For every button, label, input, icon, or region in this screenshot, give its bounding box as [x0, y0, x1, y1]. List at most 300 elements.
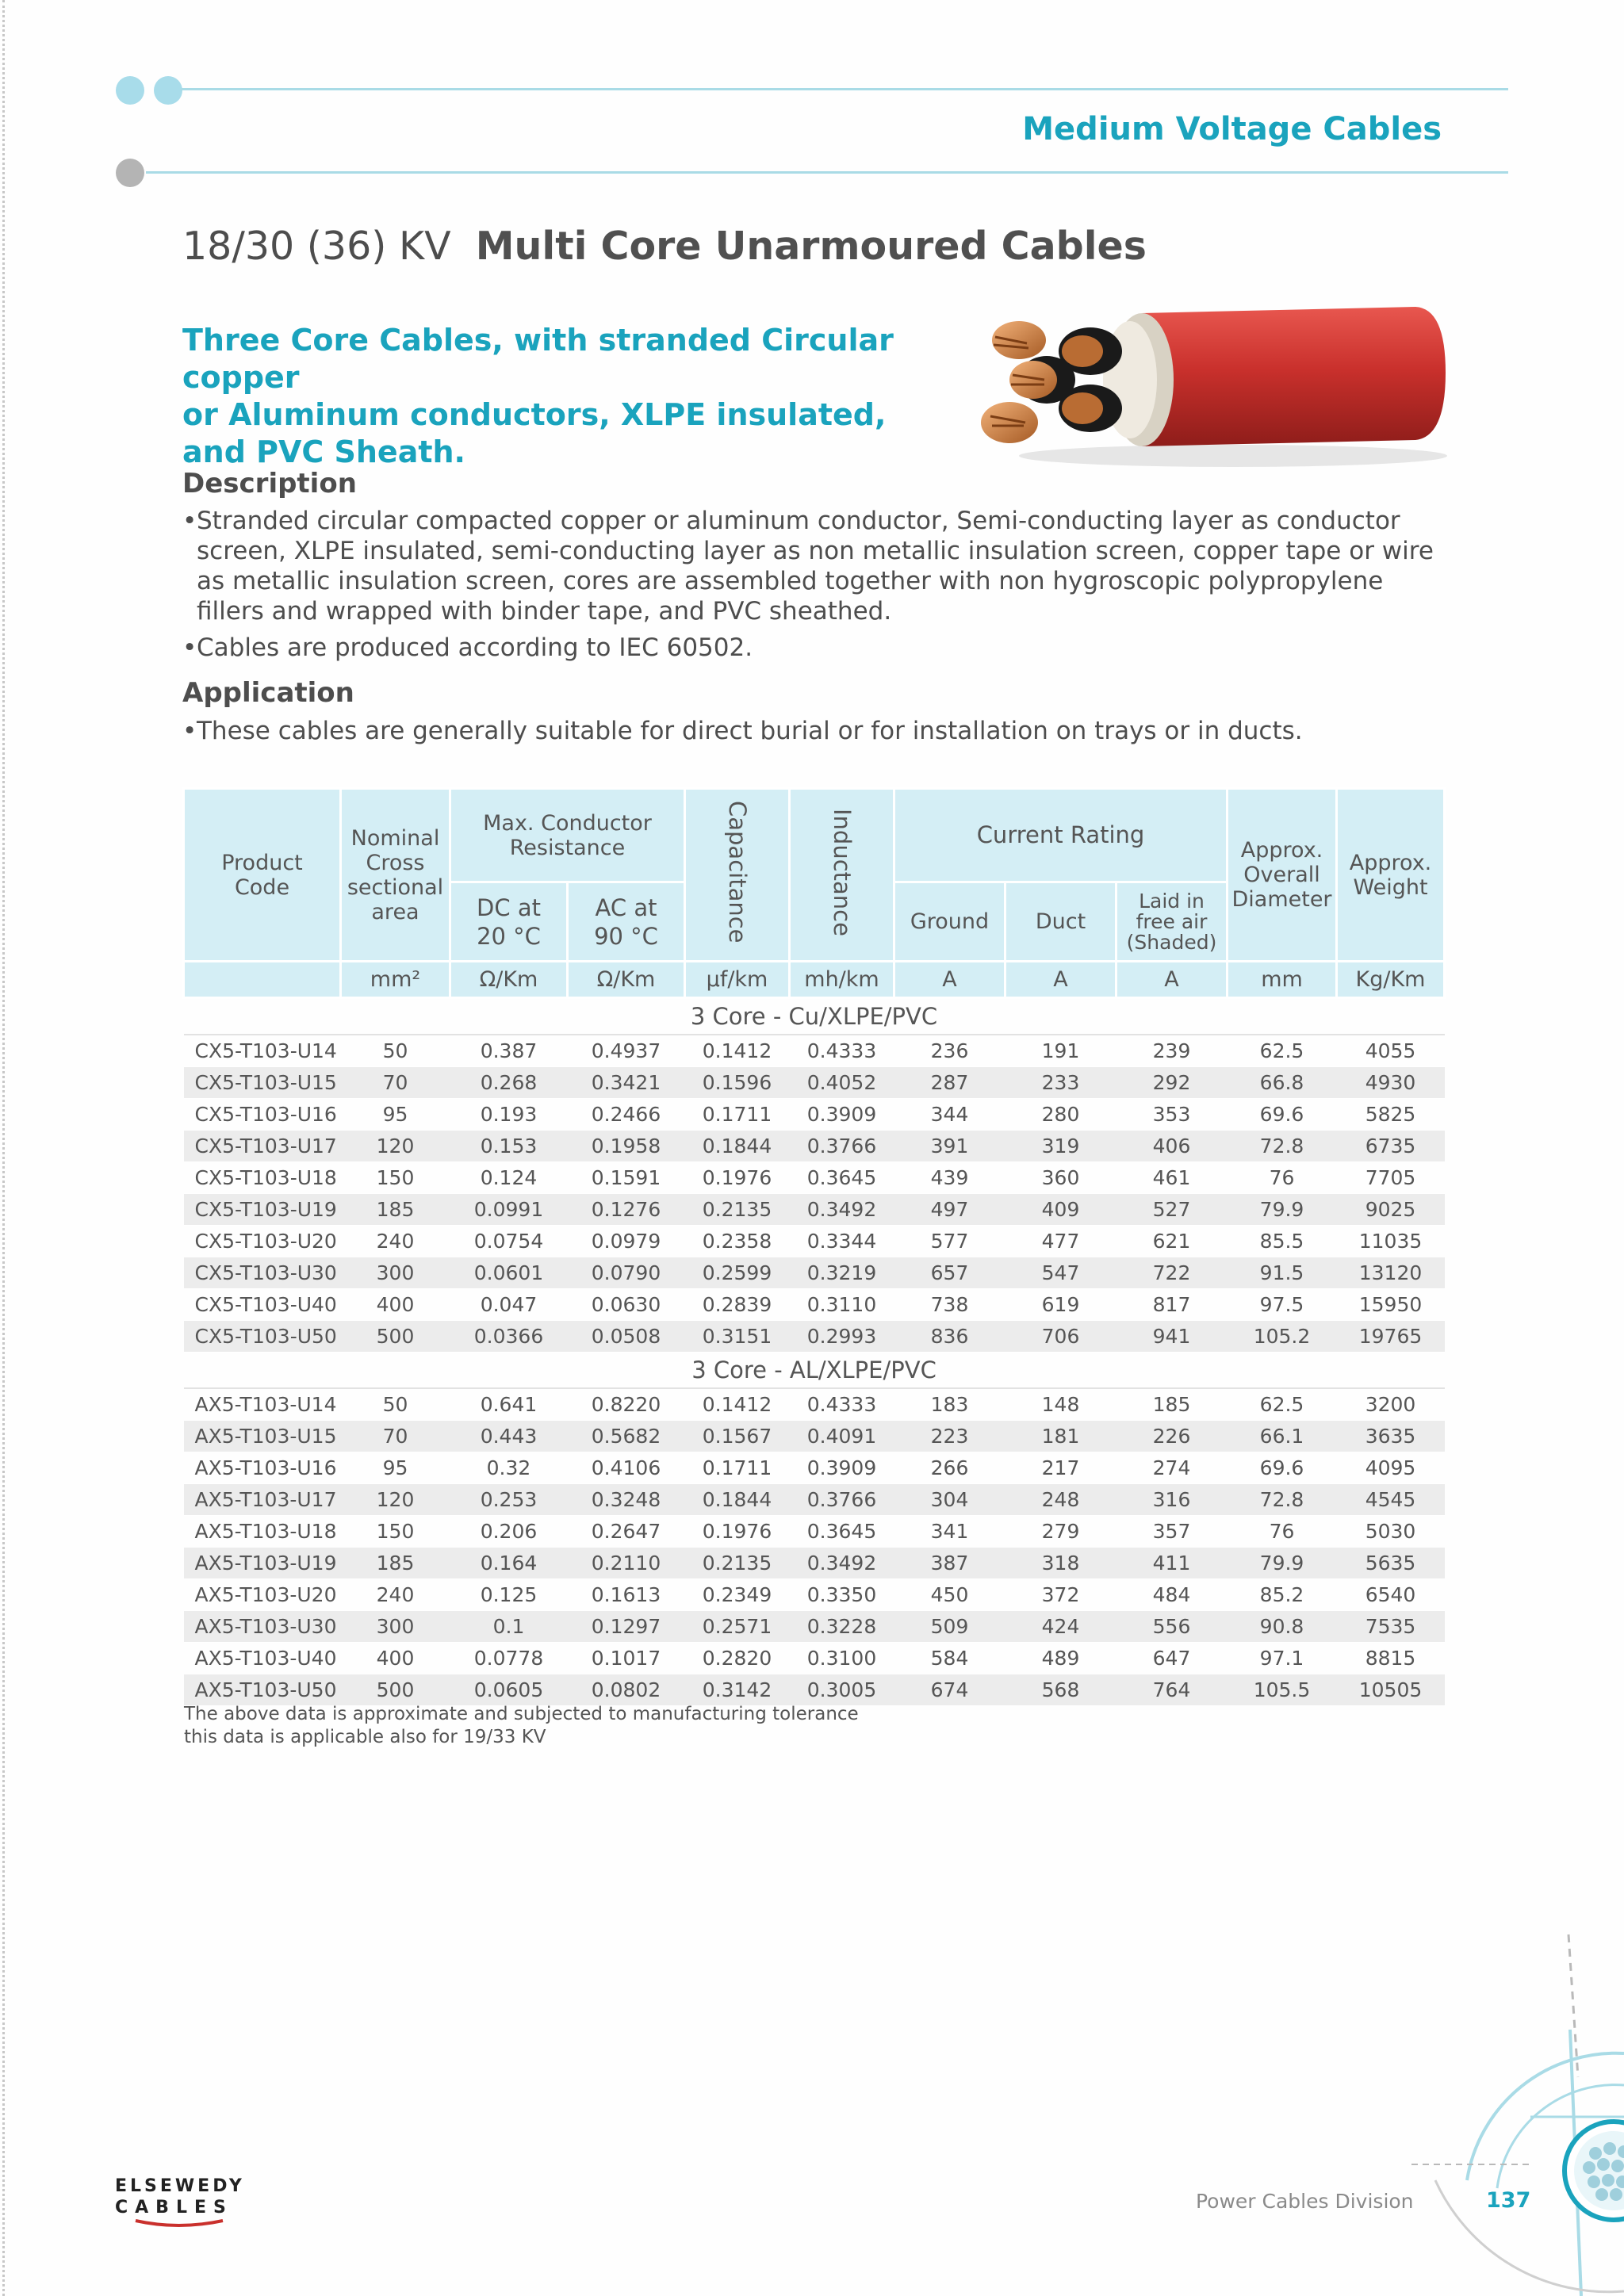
table-cell: 497	[894, 1194, 1005, 1226]
table-cell: 0.2110	[568, 1548, 685, 1579]
product-code-cell: CX5-T103-U18	[184, 1162, 341, 1194]
decorative-dot-icon	[154, 76, 182, 105]
table-cell: 280	[1005, 1099, 1116, 1131]
table-cell: 0.2839	[685, 1289, 790, 1321]
table-cell: 500	[341, 1674, 450, 1706]
table-cell: 941	[1116, 1321, 1228, 1353]
table-cell: 0.3219	[790, 1257, 894, 1289]
table-cell: 0.2349	[685, 1579, 790, 1611]
table-cell: 3635	[1337, 1421, 1445, 1452]
header-ground: Ground	[894, 882, 1005, 962]
table-cell: 372	[1005, 1579, 1116, 1611]
table-cell: 10505	[1337, 1674, 1445, 1706]
footer-division: Power Cables Division	[1196, 2190, 1414, 2213]
table-cell: 0.3421	[568, 1067, 685, 1099]
table-cell: 66.1	[1228, 1421, 1337, 1452]
table-cell: 0.2135	[685, 1548, 790, 1579]
list-item	[182, 716, 1451, 746]
table-cell: 105.5	[1228, 1674, 1337, 1706]
table-cell: 0.1958	[568, 1131, 685, 1162]
table-row	[184, 1162, 1445, 1194]
table-cell: 0.2647	[568, 1516, 685, 1548]
table-cell: 274	[1116, 1452, 1228, 1484]
table-cell: 6540	[1337, 1579, 1445, 1611]
unit-cell: Kg/Km	[1337, 962, 1445, 998]
table-cell: 619	[1005, 1289, 1116, 1321]
table-cell: 6735	[1337, 1131, 1445, 1162]
table-row	[184, 1257, 1445, 1289]
table-cell: 223	[894, 1421, 1005, 1452]
application-list	[182, 716, 1451, 746]
product-code-cell: CX5-T103-U40	[184, 1289, 341, 1321]
table-cell: 50	[341, 1388, 450, 1421]
table-cell: 11035	[1337, 1226, 1445, 1257]
unit-cell: mm	[1228, 962, 1337, 998]
table-cell: 0.1976	[685, 1516, 790, 1548]
table-cell: 0.2993	[790, 1321, 894, 1353]
table-cell: 0.2358	[685, 1226, 790, 1257]
table-cell: 0.3645	[790, 1516, 894, 1548]
table-cell: 76	[1228, 1516, 1337, 1548]
table-cell: 3200	[1337, 1388, 1445, 1421]
table-cell: 0.3100	[790, 1643, 894, 1674]
table-row	[184, 1484, 1445, 1516]
table-cell: 0.3228	[790, 1611, 894, 1643]
decorative-dot-icon	[116, 159, 144, 187]
table-cell: 79.9	[1228, 1194, 1337, 1226]
table-cell: 461	[1116, 1162, 1228, 1194]
table-cell: 69.6	[1228, 1099, 1337, 1131]
decorative-dot-icon	[116, 76, 144, 105]
brand-swoosh-icon	[132, 2218, 228, 2229]
table-cell: 4545	[1337, 1484, 1445, 1516]
table-cell: 13120	[1337, 1257, 1445, 1289]
unit-cell: Ω/Km	[450, 962, 568, 998]
table-cell: 764	[1116, 1674, 1228, 1706]
header-dc: DC at 20 °C	[450, 882, 568, 962]
description-text: Stranded circular compacted copper or aluminum conductor, Semi-conducting layer as conductor screen, XLPE insulated, semi-conducting layer as non metallic insulation screen, copper tape or wire as metallic insulation screen, cores are assembled together with non hygroscopic polypropylene fillers and wrapped with binder tape, and PVC sheathed.	[197, 507, 1434, 626]
table-cell: 344	[894, 1099, 1005, 1131]
table-cell: 411	[1116, 1548, 1228, 1579]
header-rule-top	[181, 88, 1508, 90]
table-cell: 97.1	[1228, 1643, 1337, 1674]
unit-blank	[184, 962, 341, 998]
cable-cross-section-icon	[1411, 1919, 1624, 2296]
table-cell: 0.164	[450, 1548, 568, 1579]
product-code-cell: CX5-T103-U14	[184, 1035, 341, 1067]
table-cell: 97.5	[1228, 1289, 1337, 1321]
table-cell: 70	[341, 1067, 450, 1099]
table-cell: 500	[341, 1321, 450, 1353]
table-cell: 341	[894, 1516, 1005, 1548]
table-cell: 0.0991	[450, 1194, 568, 1226]
table-cell: 0.0605	[450, 1674, 568, 1706]
table-cell: 248	[1005, 1484, 1116, 1516]
table-row	[184, 1226, 1445, 1257]
unit-cell: mm²	[341, 962, 450, 998]
table-cell: 584	[894, 1643, 1005, 1674]
application-heading: Application	[182, 677, 354, 709]
table-cell: 527	[1116, 1194, 1228, 1226]
brand-bottom: CABLES	[115, 2198, 233, 2218]
table-cell: 0.3344	[790, 1226, 894, 1257]
table-cell: 287	[894, 1067, 1005, 1099]
table-cell: 0.3766	[790, 1484, 894, 1516]
table-cell: 0.1711	[685, 1099, 790, 1131]
table-cell: 0.0601	[450, 1257, 568, 1289]
table-cell: 0.387	[450, 1035, 568, 1067]
table-cell: 0.1976	[685, 1162, 790, 1194]
table-cell: 0.0630	[568, 1289, 685, 1321]
table-cell: 0.1711	[685, 1452, 790, 1484]
product-code-cell: CX5-T103-U15	[184, 1067, 341, 1099]
table-cell: 19765	[1337, 1321, 1445, 1353]
table-cell: 0.1613	[568, 1579, 685, 1611]
table-cell: 0.3766	[790, 1131, 894, 1162]
table-cell: 95	[341, 1099, 450, 1131]
table-cell: 817	[1116, 1289, 1228, 1321]
product-subtitle	[182, 322, 959, 471]
page-number: 137	[1486, 2188, 1531, 2213]
table-cell: 621	[1116, 1226, 1228, 1257]
table-cell: 62.5	[1228, 1035, 1337, 1067]
header-diameter: Approx. Overall Diameter	[1228, 789, 1337, 962]
table-cell: 15950	[1337, 1289, 1445, 1321]
subtitle-line: and PVC Sheath.	[182, 434, 465, 469]
table-cell: 0.193	[450, 1099, 568, 1131]
table-cell: 70	[341, 1421, 450, 1452]
table-cell: 0.0979	[568, 1226, 685, 1257]
table-cell: 484	[1116, 1579, 1228, 1611]
table-cell: 72.8	[1228, 1131, 1337, 1162]
table-row	[184, 1516, 1445, 1548]
table-cell: 0.2571	[685, 1611, 790, 1643]
units-row	[184, 962, 1445, 998]
table-cell: 0.4333	[790, 1035, 894, 1067]
group-title-row	[184, 998, 1445, 1035]
table-cell: 91.5	[1228, 1257, 1337, 1289]
header-laid-free-air: Laid in free air (Shaded)	[1116, 882, 1228, 962]
table-cell: 0.4106	[568, 1452, 685, 1484]
header-rule-bottom	[146, 171, 1508, 174]
table-cell: 400	[341, 1643, 450, 1674]
table-cell: 7705	[1337, 1162, 1445, 1194]
header-inductance: Inductance	[790, 789, 894, 962]
table-cell: 95	[341, 1452, 450, 1484]
table-cell: 120	[341, 1131, 450, 1162]
table-cell: 240	[341, 1579, 450, 1611]
table-cell: 0.153	[450, 1131, 568, 1162]
list-item	[182, 633, 1451, 663]
table-cell: 300	[341, 1257, 450, 1289]
table-row	[184, 1194, 1445, 1226]
table-cell: 0.0790	[568, 1257, 685, 1289]
table-cell: 577	[894, 1226, 1005, 1257]
note-line: The above data is approximate and subjected to manufacturing tolerance	[184, 1704, 859, 1724]
table-cell: 0.4091	[790, 1421, 894, 1452]
list-item	[182, 506, 1451, 626]
table-cell: 0.8220	[568, 1388, 685, 1421]
table-cell: 183	[894, 1388, 1005, 1421]
table-cell: 0.206	[450, 1516, 568, 1548]
bullet-icon: •	[182, 633, 197, 662]
table-cell: 79.9	[1228, 1548, 1337, 1579]
table-cell: 5635	[1337, 1548, 1445, 1579]
table-cell: 69.6	[1228, 1452, 1337, 1484]
table-cell: 360	[1005, 1162, 1116, 1194]
table-cell: 150	[341, 1162, 450, 1194]
table-cell: 0.047	[450, 1289, 568, 1321]
table-cell: 318	[1005, 1548, 1116, 1579]
product-code-cell: AX5-T103-U50	[184, 1674, 341, 1706]
table-cell: 0.4333	[790, 1388, 894, 1421]
product-code-cell: CX5-T103-U30	[184, 1257, 341, 1289]
table-cell: 0.1412	[685, 1035, 790, 1067]
table-cell: 0.3492	[790, 1194, 894, 1226]
table-cell: 4930	[1337, 1067, 1445, 1099]
table-cell: 489	[1005, 1643, 1116, 1674]
group-title: 3 Core - AL/XLPE/PVC	[184, 1353, 1445, 1389]
table-cell: 0.3151	[685, 1321, 790, 1353]
table-cell: 0.1412	[685, 1388, 790, 1421]
table-cell: 150	[341, 1516, 450, 1548]
table-cell: 0.3909	[790, 1099, 894, 1131]
table-cell: 9025	[1337, 1194, 1445, 1226]
table-notes	[184, 1703, 859, 1749]
table-cell: 556	[1116, 1611, 1228, 1643]
product-code-cell: AX5-T103-U17	[184, 1484, 341, 1516]
table-cell: 647	[1116, 1643, 1228, 1674]
table-cell: 279	[1005, 1516, 1116, 1548]
table-cell: 8815	[1337, 1643, 1445, 1674]
bullet-icon: •	[182, 507, 197, 535]
description-list	[182, 506, 1451, 663]
table-cell: 5030	[1337, 1516, 1445, 1548]
table-cell: 387	[894, 1548, 1005, 1579]
table-cell: 0.268	[450, 1067, 568, 1099]
product-code-cell: AX5-T103-U19	[184, 1548, 341, 1579]
table-cell: 357	[1116, 1516, 1228, 1548]
page-title	[182, 224, 1147, 269]
table-row	[184, 1289, 1445, 1321]
table-cell: 0.124	[450, 1162, 568, 1194]
cable-photo	[971, 289, 1447, 472]
brand-logo	[115, 2176, 245, 2229]
table-cell: 185	[341, 1548, 450, 1579]
table-cell: 300	[341, 1611, 450, 1643]
table-cell: 185	[1116, 1388, 1228, 1421]
table-cell: 0.4052	[790, 1067, 894, 1099]
table-cell: 0.1591	[568, 1162, 685, 1194]
table-cell: 674	[894, 1674, 1005, 1706]
table-cell: 50	[341, 1035, 450, 1067]
application-text: These cables are generally suitable for direct burial or for installation on trays or in ducts.	[197, 717, 1303, 745]
table-cell: 76	[1228, 1162, 1337, 1194]
table-cell: 304	[894, 1484, 1005, 1516]
spec-table	[182, 787, 1446, 1706]
table-row	[184, 1643, 1445, 1674]
header-weight: Approx. Weight	[1337, 789, 1445, 962]
table-cell: 406	[1116, 1131, 1228, 1162]
table-cell: 0.1844	[685, 1484, 790, 1516]
group-title: 3 Core - Cu/XLPE/PVC	[184, 998, 1445, 1035]
table-cell: 292	[1116, 1067, 1228, 1099]
table-cell: 0.3142	[685, 1674, 790, 1706]
table-cell: 391	[894, 1131, 1005, 1162]
table-cell: 0.3492	[790, 1548, 894, 1579]
table-cell: 85.2	[1228, 1579, 1337, 1611]
product-code-cell: AX5-T103-U16	[184, 1452, 341, 1484]
table-row	[184, 1388, 1445, 1421]
product-code-cell: AX5-T103-U15	[184, 1421, 341, 1452]
table-cell: 0.1596	[685, 1067, 790, 1099]
note-line: this data is applicable also for 19/33 KV	[184, 1727, 546, 1747]
unit-cell: A	[1116, 962, 1228, 998]
table-cell: 0.125	[450, 1579, 568, 1611]
table-cell: 509	[894, 1611, 1005, 1643]
header-product-code: Product Code	[184, 789, 341, 962]
table-cell: 836	[894, 1321, 1005, 1353]
header-nominal-area: Nominal Cross sectional area	[341, 789, 450, 962]
table-cell: 477	[1005, 1226, 1116, 1257]
table-cell: 148	[1005, 1388, 1116, 1421]
table-cell: 738	[894, 1289, 1005, 1321]
product-code-cell: AX5-T103-U30	[184, 1611, 341, 1643]
table-row	[184, 1548, 1445, 1579]
table-cell: 0.3005	[790, 1674, 894, 1706]
table-cell: 0.0508	[568, 1321, 685, 1353]
header-capacitance: Capacitance	[685, 789, 790, 962]
product-code-cell: CX5-T103-U50	[184, 1321, 341, 1353]
table-row	[184, 1452, 1445, 1484]
table-row	[184, 1131, 1445, 1162]
unit-cell: µf/km	[685, 962, 790, 998]
table-cell: 0.641	[450, 1388, 568, 1421]
table-cell: 400	[341, 1289, 450, 1321]
table-cell: 316	[1116, 1484, 1228, 1516]
table-cell: 547	[1005, 1257, 1116, 1289]
product-code-cell: CX5-T103-U19	[184, 1194, 341, 1226]
table-row	[184, 1099, 1445, 1131]
header-current-rating: Current Rating	[894, 789, 1228, 882]
table-cell: 226	[1116, 1421, 1228, 1452]
title-voltage: 18/30 (36) KV	[182, 224, 451, 269]
product-code-cell: AX5-T103-U20	[184, 1579, 341, 1611]
unit-cell: A	[1005, 962, 1116, 998]
table-cell: 236	[894, 1035, 1005, 1067]
table-row	[184, 1579, 1445, 1611]
table-row	[184, 1674, 1445, 1706]
section-heading: Medium Voltage Cables	[1022, 111, 1442, 147]
header-ac: AC at 90 °C	[568, 882, 685, 962]
product-code-cell: CX5-T103-U16	[184, 1099, 341, 1131]
table-cell: 5825	[1337, 1099, 1445, 1131]
table-cell: 450	[894, 1579, 1005, 1611]
table-cell: 181	[1005, 1421, 1116, 1452]
table-cell: 0.3110	[790, 1289, 894, 1321]
table-cell: 722	[1116, 1257, 1228, 1289]
table-cell: 0.32	[450, 1452, 568, 1484]
table-cell: 240	[341, 1226, 450, 1257]
table-cell: 0.0802	[568, 1674, 685, 1706]
table-row	[184, 1067, 1445, 1099]
table-cell: 0.2466	[568, 1099, 685, 1131]
table-row	[184, 1611, 1445, 1643]
table-cell: 568	[1005, 1674, 1116, 1706]
unit-cell: A	[894, 962, 1005, 998]
table-row	[184, 1035, 1445, 1067]
table-cell: 657	[894, 1257, 1005, 1289]
product-code-cell: AX5-T103-U14	[184, 1388, 341, 1421]
product-code-cell: AX5-T103-U40	[184, 1643, 341, 1674]
table-cell: 90.8	[1228, 1611, 1337, 1643]
table-cell: 0.3909	[790, 1452, 894, 1484]
brand-top: ELSEWEDY	[115, 2176, 245, 2196]
table-cell: 0.5682	[568, 1421, 685, 1452]
product-code-cell: CX5-T103-U20	[184, 1226, 341, 1257]
table-cell: 4095	[1337, 1452, 1445, 1484]
table-cell: 0.1297	[568, 1611, 685, 1643]
table-cell: 0.443	[450, 1421, 568, 1452]
table-cell: 0.3645	[790, 1162, 894, 1194]
table-body	[184, 998, 1445, 1706]
table-cell: 424	[1005, 1611, 1116, 1643]
unit-cell: Ω/Km	[568, 962, 685, 998]
table-cell: 85.5	[1228, 1226, 1337, 1257]
table-cell: 439	[894, 1162, 1005, 1194]
table-cell: 105.2	[1228, 1321, 1337, 1353]
table-cell: 0.1844	[685, 1131, 790, 1162]
table-cell: 66.8	[1228, 1067, 1337, 1099]
table-cell: 409	[1005, 1194, 1116, 1226]
table-cell: 0.0754	[450, 1226, 568, 1257]
description-heading: Description	[182, 468, 357, 499]
group-title-row	[184, 1353, 1445, 1389]
product-code-cell: CX5-T103-U17	[184, 1131, 341, 1162]
header-duct: Duct	[1005, 882, 1116, 962]
product-code-cell: AX5-T103-U18	[184, 1516, 341, 1548]
table-cell: 239	[1116, 1035, 1228, 1067]
table-cell: 0.253	[450, 1484, 568, 1516]
table-cell: 185	[341, 1194, 450, 1226]
table-cell: 0.2820	[685, 1643, 790, 1674]
table-cell: 0.2599	[685, 1257, 790, 1289]
subtitle-line: Three Core Cables, with stranded Circular copper	[182, 323, 894, 395]
description-text: Cables are produced according to IEC 60502.	[197, 633, 753, 662]
table-cell: 0.3350	[790, 1579, 894, 1611]
page-edge-dots	[2, 0, 5, 2296]
table-cell: 266	[894, 1452, 1005, 1484]
table-row	[184, 1321, 1445, 1353]
table-cell: 72.8	[1228, 1484, 1337, 1516]
table-cell: 191	[1005, 1035, 1116, 1067]
table-row	[184, 1421, 1445, 1452]
table-cell: 0.0366	[450, 1321, 568, 1353]
table-cell: 62.5	[1228, 1388, 1337, 1421]
unit-cell: mh/km	[790, 962, 894, 998]
table-cell: 0.0778	[450, 1643, 568, 1674]
table-cell: 0.3248	[568, 1484, 685, 1516]
table-cell: 0.2135	[685, 1194, 790, 1226]
title-name: Multi Core Unarmoured Cables	[475, 224, 1147, 269]
table-cell: 120	[341, 1484, 450, 1516]
table-cell: 319	[1005, 1131, 1116, 1162]
table-cell: 706	[1005, 1321, 1116, 1353]
subtitle-line: or Aluminum conductors, XLPE insulated,	[182, 397, 887, 432]
table-cell: 217	[1005, 1452, 1116, 1484]
bullet-icon: •	[182, 717, 197, 745]
table-cell: 7535	[1337, 1611, 1445, 1643]
